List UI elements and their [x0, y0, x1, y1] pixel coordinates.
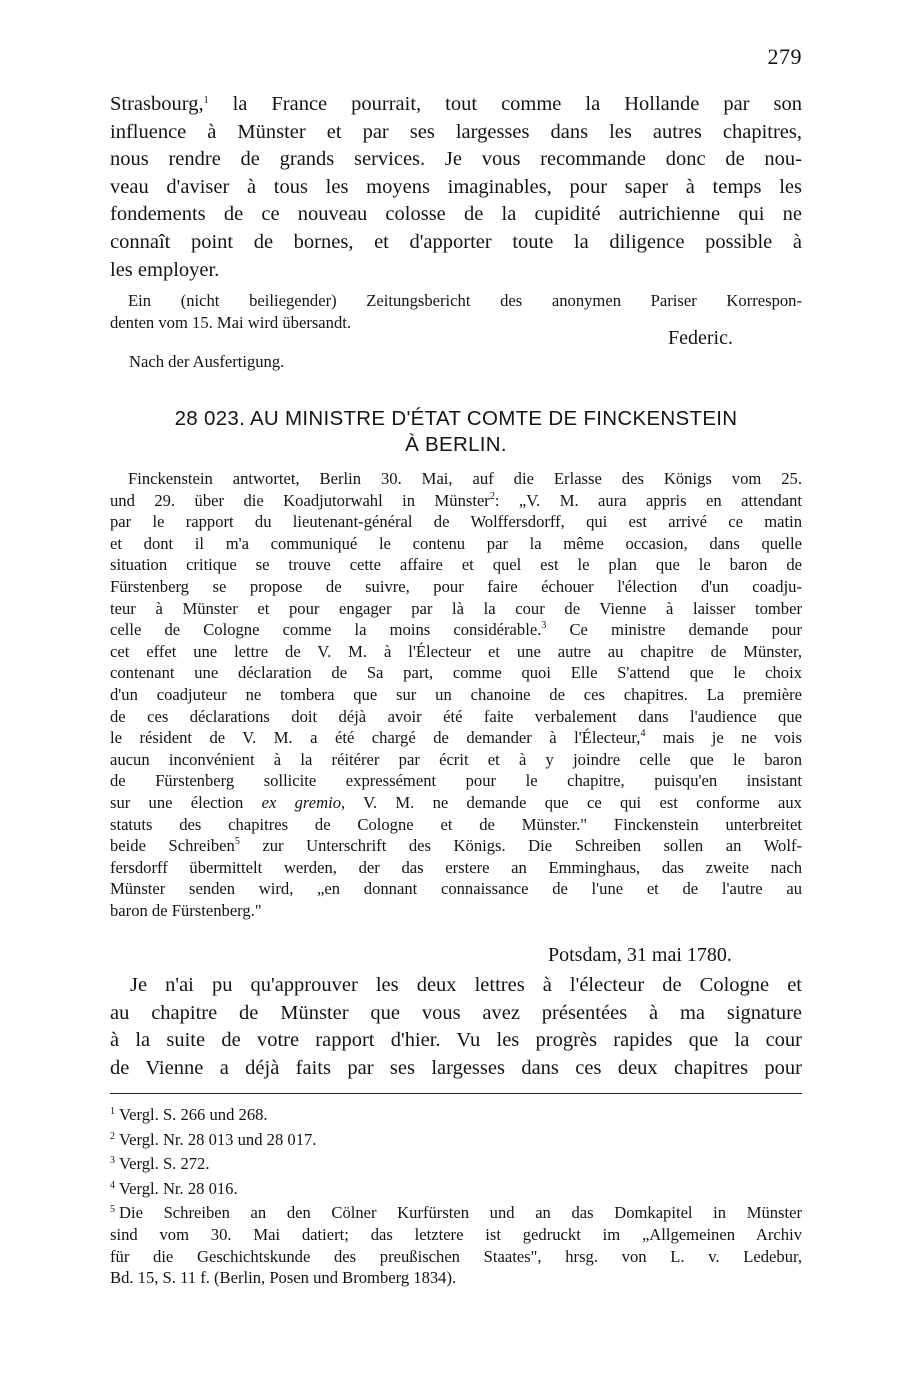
page-number: 279 [767, 44, 802, 69]
text-line: d'un coadjuteur ne tombera que sur un chanoine de ces chapitres. La première [110, 684, 802, 704]
text-line: les employer. [110, 258, 220, 281]
source-note: Nach der Ausfertigung. [129, 352, 285, 371]
dateline: Potsdam, 31 mai 1780. [548, 944, 732, 966]
text-line: de Fürstenberg sollicite expressément pour le chapitre, puisqu'en insistant [110, 771, 802, 791]
footnote-divider [110, 1093, 802, 1094]
text-line: contenant une déclaration de Sa part, comme quoi Elle S'attend que le choix [110, 663, 802, 683]
text-line: nous rendre de grands services. Je vous recommande donc de nou- [110, 148, 802, 171]
text-line: Finckenstein antwortet, Berlin 30. Mai, auf die Erlasse des Königs vom 25. [128, 469, 802, 488]
text-line: de Vienne a déjà faits par ses largesses dans ces deux chapitres pour [110, 1056, 802, 1079]
text-line: de ces déclarations doit déjà avoir été faite verbalement dans l'audience que [110, 706, 802, 726]
text-line: beide Schreiben$^5$ zur Unterschrift des Königs. Die Schreiben sollen an Wolf- [110, 836, 802, 856]
footnote-continuation: für die Geschichtskunde des preußischen Staates", hrsg. von L. v. Ledebur, [110, 1246, 802, 1266]
text-line: statuts des chapitres de Cologne et de Münster." Finckenstein unterbreitet [110, 814, 802, 834]
document-heading [110, 406, 802, 458]
heading-line: 28 023. AU MINISTRE D'ÉTAT COMTE DE FINCKENSTEIN [174, 407, 738, 430]
footnote-continuation: sind vom 30. Mai datiert; das letztere ist gedruckt im „Allgemeinen Archiv [110, 1224, 802, 1244]
footnote-mark: 2 [489, 490, 495, 502]
signature: Federic. [668, 327, 733, 349]
heading-line: À BERLIN. [405, 433, 507, 456]
footnotes [110, 1101, 802, 1289]
footnote: $^5$ Die Schreiben an den Cölner Kurfürsten und an das Domkapitel in Münster [110, 1203, 802, 1223]
text-line: baron de Fürstenberg." [110, 900, 262, 920]
text-line: au chapitre de Münster que vous avez présentées à ma signature [110, 1001, 802, 1024]
footnote-mark: 4 [640, 728, 646, 740]
text-line: veau d'aviser à tous les moyens imaginables, pour saper à temps les [110, 175, 802, 198]
text-line: Münster senden wird, „en donnant connaissance de l'une et de l'autre au [110, 879, 802, 899]
text-line: situation critique se trouve cette affaire et quel est le plan que le baron de [110, 555, 802, 575]
text-line: Fürstenberg se propose de suivre, pour faire échouer l'élection d'un coadju- [110, 576, 802, 596]
text-line: fondements de ce nouveau colosse de la cupidité autrichienne qui ne [110, 203, 802, 226]
text-line: Strasbourg,$^1$ la France pourrait, tout comme la Hollande par son [110, 93, 802, 115]
text-line: teur à Münster et pour engager par là la cour de Vienne à laisser tomber [110, 598, 802, 618]
text-line: und 29. über die Koadjutorwahl in Münster$^2$: „V. M. aura appris en attendant [110, 490, 802, 510]
summary-paragraph [110, 468, 802, 921]
text-line: influence à Münster et par ses largesses dans les autres chapitres, [110, 120, 802, 143]
footnote: $^4$ Vergl. Nr. 28 016. [110, 1178, 238, 1198]
text-line: connaît point de bornes, et d'apporter toute la diligence possible à [110, 230, 802, 253]
top-paragraph [110, 91, 802, 284]
text-line: aucun inconvénient à la réitérer par écrit et à y joindre celle que le baron [110, 749, 802, 769]
footnote-mark: 1 [203, 95, 209, 106]
text-line: celle de Cologne comme la moins considérable.$^3$ Ce ministre demande pour [110, 620, 802, 640]
text-line: denten vom 15. Mai wird übersandt. [110, 312, 352, 332]
footnote: $^2$ Vergl. Nr. 28 013 und 28 017. [110, 1129, 317, 1149]
letter-body [110, 972, 802, 1082]
footnote-mark: 3 [541, 620, 547, 632]
text-line: à la suite de votre rapport d'hier. Vu les progrès rapides que la cour [110, 1029, 802, 1052]
text-line: fersdorff übermittelt werden, der das erstere an Emminghaus, das zweite nach [110, 857, 802, 877]
text-line: et dont il m'a communiqué le contenu par la même occasion, dans quelle [110, 533, 802, 553]
text-line: par le rapport du lieutenant-général de Wolffersdorff, qui est arrivé ce matin [110, 512, 802, 532]
text-line: cet effet une lettre de V. M. à l'Électeur et une autre au chapitre de Münster, [110, 641, 802, 661]
footnote-mark: 5 [234, 836, 240, 848]
text-line: sur une élection ex gremio, V. M. ne demande que ce qui est conforme aux [110, 792, 802, 812]
text-line: Je n'ai pu qu'approuver les deux lettres à l'électeur de Cologne et [130, 974, 802, 996]
italic-term: ex gremio [261, 792, 342, 812]
footnote-continuation: Bd. 15, S. 11 f. (Berlin, Posen und Bromberg 1834). [110, 1268, 457, 1288]
footnote: $^3$ Vergl. S. 272. [110, 1154, 210, 1174]
text-line: le résident de V. M. a été chargé de demander à l'Électeur,$^4$ mais je ne vois [110, 728, 803, 748]
footnote: $^1$ Vergl. S. 266 und 268. [110, 1105, 268, 1124]
text-line: Ein (nicht beiliegender) Zeitungsbericht des anonymen Pariser Korrespon- [128, 291, 802, 310]
